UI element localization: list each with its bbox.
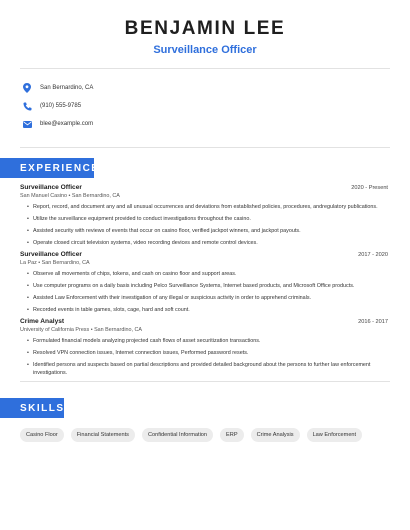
- job-title: Crime Analyst: [20, 318, 65, 325]
- email-icon: [22, 119, 32, 129]
- job-dates: 2016 - 2017: [358, 319, 388, 325]
- job-entry: [20, 251, 388, 314]
- job-entry: [20, 318, 388, 377]
- contact-phone: [22, 97, 388, 115]
- experience-list: [0, 178, 410, 377]
- skill-chip: Confidential Information: [142, 428, 213, 442]
- skill-chip: Law Enforcement: [307, 428, 363, 442]
- job-employer: San Manuel Casino • San Bernardino, CA: [20, 193, 120, 199]
- job-employer: University of California Press • San Bernardino, CA: [20, 327, 143, 333]
- job-employer: La Paz • San Bernardino, CA: [20, 260, 90, 266]
- job-entry: [20, 184, 388, 247]
- skills-heading: SKILLS: [0, 398, 64, 418]
- job-bullet: • Recorded events in table games, slots, cage, hard and soft count.: [27, 306, 388, 314]
- job-bullet: • Assisted security with reviews of events that occur on casino floor, verified jackpot winners, and jackpot payouts.: [27, 227, 388, 235]
- job-title: Surveillance Officer: [20, 251, 82, 258]
- job-bullet: • Use computer programs on a daily basis including Pelco Surveillance Systems, Internet based products, and Microsoft Office products.: [27, 282, 388, 290]
- job-bullet: • Report, record, and document any and all unusual occurrences and deviations from established policies, procedures, andregulatory publications.: [27, 203, 388, 211]
- location-pin-icon: [22, 83, 32, 93]
- job-bullets: [20, 203, 388, 247]
- candidate-name: BENJAMIN LEE: [124, 18, 286, 39]
- email-text: blee@example.com: [40, 121, 94, 127]
- job-bullet: • Utilize the surveillance equipment provided to conduct investigations throughout the casino.: [27, 215, 388, 223]
- contact-section: [0, 69, 410, 147]
- skills-heading-wrap: [0, 398, 410, 418]
- job-title: Surveillance Officer: [20, 184, 82, 191]
- job-bullet: • Observe all movements of chips, tokens, and cash on casino floor and support areas.: [27, 270, 388, 278]
- skill-chip: Crime Analysis: [251, 428, 300, 442]
- job-bullet: • Formulated financial models analyzing projected cash flows of asset securitization transactions.: [27, 337, 388, 345]
- job-dates: 2017 - 2020: [358, 252, 388, 258]
- job-bullet: • Resolved VPN connection issues, Internet connection issues, Performed password resets.: [27, 349, 388, 357]
- contact-email: [22, 115, 388, 133]
- skills-list: [0, 418, 410, 442]
- experience-heading: EXPERIENCE: [0, 158, 94, 178]
- job-dates: 2020 - Present: [351, 185, 388, 191]
- job-bullet: • Operate closed circuit television systems, video recording devices and remote control devices.: [27, 239, 388, 247]
- experience-heading-wrap: [0, 158, 410, 178]
- contact-location: [22, 79, 388, 97]
- location-text: San Bernardino, CA: [40, 85, 94, 91]
- job-bullets: [20, 270, 388, 314]
- skill-chip: Casino Floor: [20, 428, 64, 442]
- job-bullet: • Assisted Law Enforcement with their investigation of any illegal or suspicious activity in order to apprehend criminals.: [27, 294, 388, 302]
- skill-chip: Financial Statements: [71, 428, 135, 442]
- candidate-title: Surveillance Officer: [153, 44, 257, 56]
- contact-divider: [20, 147, 390, 148]
- job-bullet: • Identified persons and suspects based on partial descriptions and provided detailed background about the persons to further law enforcement investigations.: [27, 361, 388, 377]
- resume-header: [0, 0, 410, 56]
- phone-text: (910) 555-9785: [40, 103, 82, 109]
- experience-divider: [20, 381, 390, 382]
- phone-icon: [22, 101, 32, 111]
- job-bullets: [20, 337, 388, 377]
- skill-chip: ERP: [220, 428, 244, 442]
